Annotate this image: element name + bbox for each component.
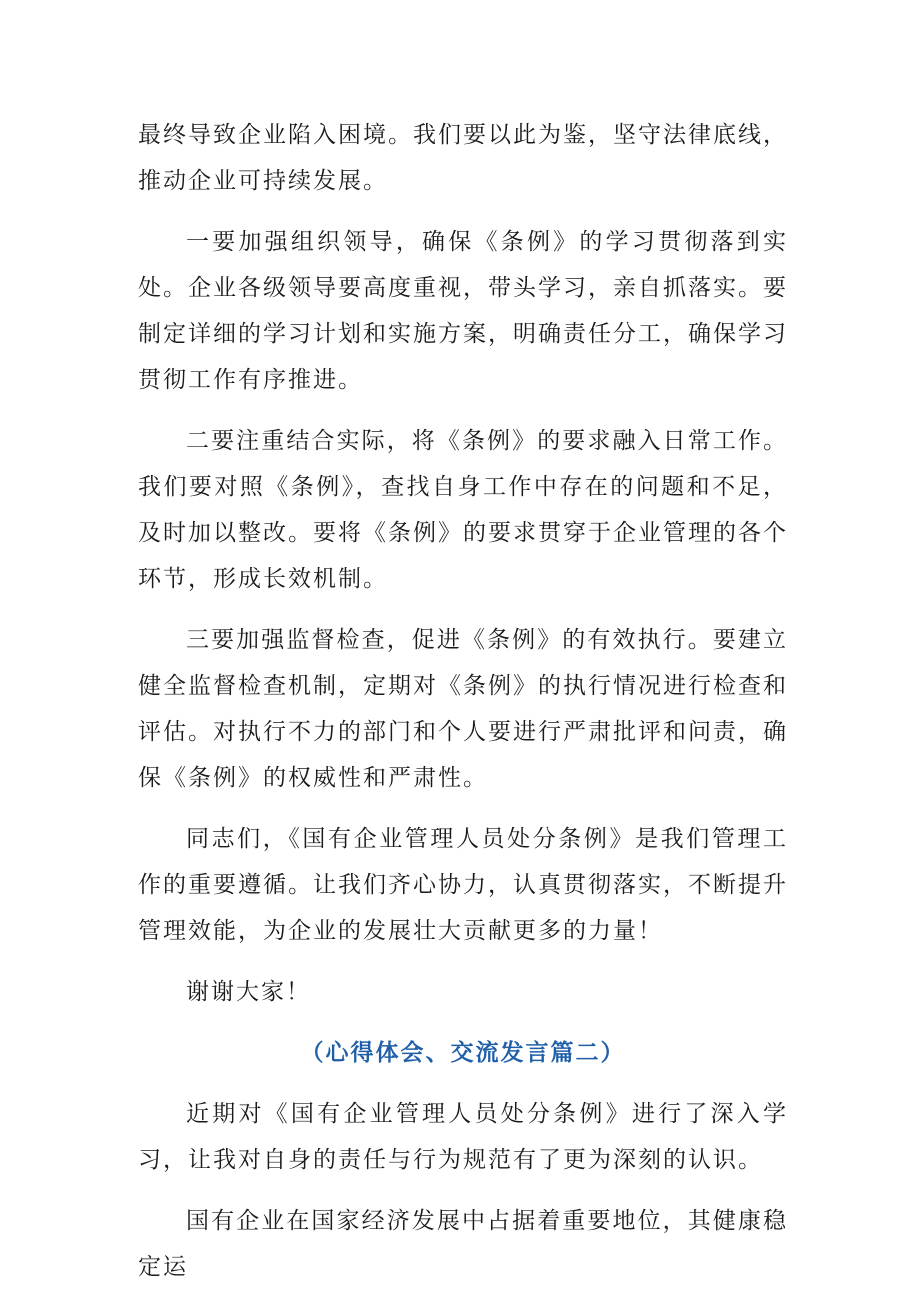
paragraph-point-two: 二要注重结合实际，将《条例》的要求融入日常工作。我们要对照《条例》，查找自身工作中存在的问题和不足，及时加以整改。要将《条例》的要求贯穿于企业管理的各个环节，形成长效机制。 (138, 428, 788, 592)
document-body (138, 112, 788, 1305)
paragraph-conclusion-fragment: 最终导致企业陷入困境。我们要以此为鉴，坚守法律底线，推动企业可持续发展。 (138, 122, 788, 194)
paragraph-closing-appeal: 同志们，《国有企业管理人员处分条例》是我们管理工作的重要遵循。让我们齐心协力，认真贯彻落实，不断提升管理效能，为企业的发展壮大贡献更多的力量！ (138, 826, 788, 944)
section-heading: （心得体会、交流发言篇二） (300, 1040, 626, 1066)
paragraph-continuation: 国有企业在国家经济发展中占据着重要地位，其健康稳定运 (138, 1208, 788, 1280)
paragraph-point-one: 一要加强组织领导，确保《条例》的学习贯彻落到实处。企业各级领导要高度重视，带头学习，亲自抓落实。要制定详细的学习计划和实施方案，明确责任分工，确保学习贯彻工作有序推进。 (138, 229, 788, 393)
paragraph-thanks: 谢谢大家！ (186, 979, 311, 1005)
paragraph-intro: 近期对《国有企业管理人员处分条例》进行了深入学习，让我对自身的责任与行为规范有了更为深刻的认识。 (138, 1101, 788, 1173)
paragraph-point-three: 三要加强监督检查，促进《条例》的有效执行。要建立健全监督检查机制，定期对《条例》的执行情况进行检查和评估。对执行不力的部门和个人要进行严肃批评和问责，确保《条例》的权威性和严肃性。 (138, 627, 788, 791)
